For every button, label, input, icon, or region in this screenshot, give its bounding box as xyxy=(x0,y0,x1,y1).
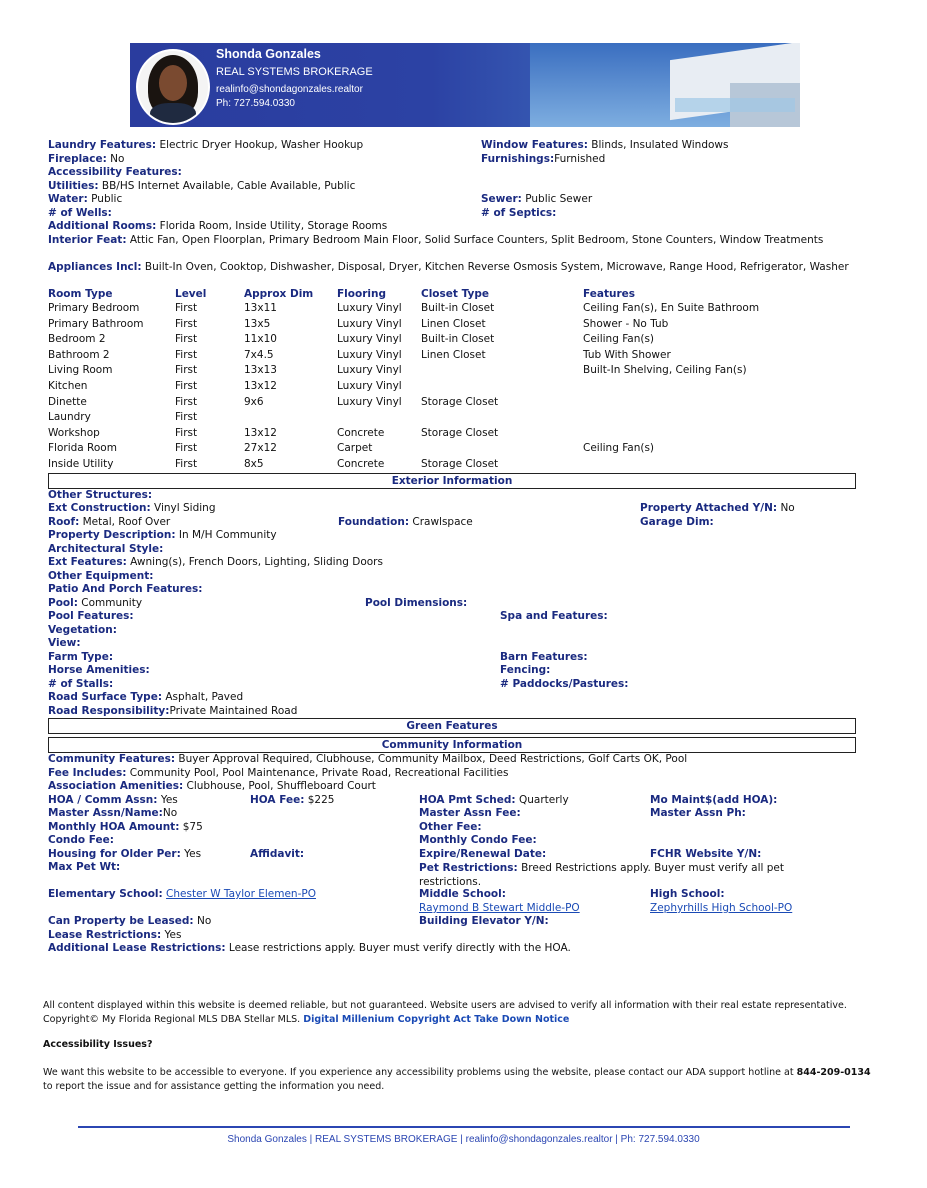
room-cell: First xyxy=(175,426,198,439)
septics: # of Septics: xyxy=(481,207,557,219)
middle-school-link[interactable]: Raymond B Stewart Middle-PO xyxy=(419,902,580,914)
hoa-comm-assn: HOA / Comm Assn: Yes xyxy=(48,794,178,806)
housing-older-persons: Housing for Older Per: Yes xyxy=(48,848,202,860)
room-header-flooring: Flooring xyxy=(337,288,386,300)
agent-brokerage: REAL SYSTEMS BROKERAGE xyxy=(216,66,373,78)
room-cell: 13x12 xyxy=(244,426,277,439)
room-cell: First xyxy=(175,458,198,470)
other-fee: Other Fee: xyxy=(419,821,482,833)
furnishings: Furnishings:Furnished xyxy=(481,153,606,165)
room-cell: Shower - No Tub xyxy=(583,317,669,330)
room-cell: 27x12 xyxy=(244,442,277,455)
accessibility-title: Accessibility Issues? xyxy=(43,1039,153,1050)
room-cell: Storage Closet xyxy=(421,458,499,470)
room-cell: First xyxy=(175,333,198,346)
agent-email: realinfo@shondagonzales.realtor xyxy=(216,84,363,95)
room-cell: Concrete xyxy=(337,426,385,439)
room-header-level: Level xyxy=(175,288,207,300)
room-cell: 9x6 xyxy=(244,395,264,408)
room-cell: First xyxy=(175,411,198,424)
room-cell: First xyxy=(175,302,198,314)
room-cell: 7x4.5 xyxy=(244,348,274,361)
expire-renewal-date: Expire/Renewal Date: xyxy=(419,848,547,860)
agent-name: Shonda Gonzales xyxy=(216,47,321,61)
fee-includes: Fee Includes: Community Pool, Pool Maintenance, Private Road, Recreational Facilities xyxy=(48,767,509,779)
additional-lease-restrictions: Additional Lease Restrictions: Lease restrictions apply. Buyer must verify directly with the HOA. xyxy=(48,942,571,954)
disclaimer: All content displayed within this website is deemed reliable, but not guaranteed. Website users are advised to verify all information with their real estate representative. Copyright© My Florida Regional MLS DBA Stellar MLS. Digital Millenium Copyright Act Take Down Notice xyxy=(43,1000,847,1025)
agent-banner xyxy=(130,43,800,127)
elementary-school: Elementary School: Chester W Taylor Elemen-PO xyxy=(48,888,316,900)
high-school-link[interactable]: Zephyrhills High School-PO xyxy=(650,902,793,914)
community-section-title: Community Information xyxy=(48,737,856,753)
monthly-hoa-amount: Monthly HOA Amount: $75 xyxy=(48,821,203,833)
room-cell: First xyxy=(175,380,198,392)
monthly-condo-fee: Monthly Condo Fee: xyxy=(419,834,537,846)
room-cell: Workshop xyxy=(48,426,100,439)
room-cell: Ceiling Fan(s) xyxy=(583,442,655,455)
wells: # of Wells: xyxy=(48,207,112,219)
hoa-fee: HOA Fee: $225 xyxy=(250,794,335,806)
room-cell: 13x11 xyxy=(244,302,277,314)
hoa-pmt-sched: HOA Pmt Sched: Quarterly xyxy=(419,794,569,806)
room-cell: First xyxy=(175,317,198,330)
property-attached: Property Attached Y/N: No xyxy=(640,502,795,514)
additional-rooms: Additional Rooms: Florida Room, Inside Utility, Storage Rooms xyxy=(48,220,388,232)
pool-dimensions: Pool Dimensions: xyxy=(365,597,468,609)
room-cell: 13x12 xyxy=(244,380,277,392)
agent-avatar xyxy=(136,49,210,125)
room-cell: Linen Closet xyxy=(421,317,486,330)
master-assn-name: Master Assn/Name:No xyxy=(48,807,178,819)
accessibility-features: Accessibility Features: xyxy=(48,166,182,178)
room-cell: First xyxy=(175,395,198,408)
footer-text: Shonda Gonzales | REAL SYSTEMS BROKERAGE | realinfo@shondagonzales.realtor | Ph: 727.594.0330 xyxy=(227,1134,700,1145)
room-header-closet: Closet Type xyxy=(421,288,489,300)
paddocks: # Paddocks/Pastures: xyxy=(500,678,629,690)
footer-divider xyxy=(78,1126,850,1128)
room-cell: Linen Closet xyxy=(421,348,486,361)
room-header-features: Features xyxy=(583,288,635,300)
patio-porch: Patio And Porch Features: xyxy=(48,583,203,595)
foundation: Foundation: Crawlspace xyxy=(338,516,473,528)
can-be-leased: Can Property be Leased: No xyxy=(48,915,212,927)
room-cell: Luxury Vinyl xyxy=(337,302,402,314)
room-cell: 13x13 xyxy=(244,364,277,377)
room-cell: 11x10 xyxy=(244,333,277,346)
water: Water: Public xyxy=(48,193,123,205)
room-cell: First xyxy=(175,348,198,361)
farm-type: Farm Type: xyxy=(48,651,114,663)
appliances: Appliances Incl: Built-In Oven, Cooktop, Dishwasher, Disposal, Dryer, Kitchen Reverse Osmosis System, Microwave, Range Hood, Refrigerator, Washer xyxy=(48,261,849,273)
property-description: Property Description: In M/H Community xyxy=(48,529,277,541)
room-cell: Luxury Vinyl xyxy=(337,380,402,392)
room-cell: Kitchen xyxy=(48,380,88,392)
room-cell: First xyxy=(175,364,198,377)
fireplace: Fireplace: No xyxy=(48,153,125,165)
room-header-dim: Approx Dim xyxy=(244,288,314,300)
affidavit: Affidavit: xyxy=(250,848,305,860)
master-assn-fee: Master Assn Fee: xyxy=(419,807,521,819)
room-cell: First xyxy=(175,442,198,455)
spa-features: Spa and Features: xyxy=(500,610,608,622)
horse-amenities: Horse Amenities: xyxy=(48,664,150,676)
room-cell: Luxury Vinyl xyxy=(337,364,402,377)
condo-fee: Condo Fee: xyxy=(48,834,114,846)
agent-phone: Ph: 727.594.0330 xyxy=(216,98,295,109)
middle-school-label: Middle School: xyxy=(419,888,506,900)
max-pet-wt: Max Pet Wt: xyxy=(48,861,121,873)
room-cell: Tub With Shower xyxy=(583,348,671,361)
ext-construction: Ext Construction: Vinyl Siding xyxy=(48,502,216,514)
other-equipment: Other Equipment: xyxy=(48,570,154,582)
barn-features: Barn Features: xyxy=(500,651,588,663)
room-cell: Luxury Vinyl xyxy=(337,395,402,408)
room-cell: Ceiling Fan(s), En Suite Bathroom xyxy=(583,302,760,314)
road-responsibility: Road Responsibility:Private Maintained Road xyxy=(48,705,298,717)
window-features: Window Features: Blinds, Insulated Windows xyxy=(481,139,729,151)
room-cell: Living Room xyxy=(48,364,113,377)
high-school xyxy=(650,902,792,914)
fencing: Fencing: xyxy=(500,664,551,676)
room-cell: 8x5 xyxy=(244,458,264,470)
laundry-features: Laundry Features: Electric Dryer Hookup, Washer Hookup xyxy=(48,139,364,151)
banner-glass-railing xyxy=(675,98,795,112)
room-cell: Bathroom 2 xyxy=(48,348,110,361)
pool: Pool: Community xyxy=(48,597,143,609)
master-assn-ph: Master Assn Ph: xyxy=(650,807,746,819)
stalls: # of Stalls: xyxy=(48,678,114,690)
room-cell: Inside Utility xyxy=(48,458,114,470)
room-cell: Primary Bedroom xyxy=(48,302,140,314)
vegetation: Vegetation: xyxy=(48,624,117,636)
exterior-section-title: Exterior Information xyxy=(48,473,856,489)
room-cell: Ceiling Fan(s) xyxy=(583,333,655,346)
room-header-type: Room Type xyxy=(48,288,113,300)
mo-maint: Mo Maint$(add HOA): xyxy=(650,794,778,806)
utilities: Utilities: BB/HS Internet Available, Cable Available, Public xyxy=(48,180,356,192)
room-cell: 13x5 xyxy=(244,317,271,330)
roof: Roof: Metal, Roof Over xyxy=(48,516,171,528)
community-features: Community Features: Buyer Approval Required, Clubhouse, Community Mailbox, Deed Restrictions, Golf Carts OK, Pool xyxy=(48,753,688,765)
room-cell: Bedroom 2 xyxy=(48,333,106,346)
room-cell: Luxury Vinyl xyxy=(337,348,402,361)
room-cell: Luxury Vinyl xyxy=(337,317,402,330)
architectural-style: Architectural Style: xyxy=(48,543,164,555)
garage-dim: Garage Dim: xyxy=(640,516,714,528)
elementary-school-link[interactable]: Chester W Taylor Elemen-PO xyxy=(166,888,316,900)
ada-hotline: 844-209-0134 xyxy=(796,1067,871,1078)
room-cell: Built-in Closet xyxy=(421,333,495,346)
room-cell: Primary Bathroom xyxy=(48,317,144,330)
room-cell: Carpet xyxy=(337,442,373,455)
dmca-link[interactable]: Digital Millenium Copyright Act Take Down Notice xyxy=(303,1014,570,1025)
room-cell: Dinette xyxy=(48,395,87,408)
room-cell: Concrete xyxy=(337,458,385,470)
accessibility-text: We want this website to be accessible to everyone. If you experience any accessibility problems using the website, please contact our ADA support hotline at 844-209-0134 to report the issue and for assistance getting the information you need. xyxy=(43,1067,871,1092)
sewer: Sewer: Public Sewer xyxy=(481,193,593,205)
room-cell: Built-in Closet xyxy=(421,302,495,314)
room-cell: Laundry xyxy=(48,411,91,424)
association-amenities: Association Amenities: Clubhouse, Pool, Shuffleboard Court xyxy=(48,780,376,792)
room-cell: Storage Closet xyxy=(421,395,499,408)
building-elevator: Building Elevator Y/N: xyxy=(419,915,549,927)
fchr-website: FCHR Website Y/N: xyxy=(650,848,762,860)
room-cell: Florida Room xyxy=(48,442,117,455)
interior-features: Interior Feat: Attic Fan, Open Floorplan, Primary Bedroom Main Floor, Solid Surface Counters, Split Bedroom, Stone Counters, Window Treatments xyxy=(48,234,824,246)
room-cell: Built-In Shelving, Ceiling Fan(s) xyxy=(583,364,747,377)
lease-restrictions: Lease Restrictions: Yes xyxy=(48,929,182,941)
high-school-label: High School: xyxy=(650,888,725,900)
room-cell: Storage Closet xyxy=(421,426,499,439)
ext-features: Ext Features: Awning(s), French Doors, Lighting, Sliding Doors xyxy=(48,556,383,568)
pet-restrictions: Pet Restrictions: Breed Restrictions apply. Buyer must verify all pet restrictions. xyxy=(419,862,784,888)
pool-features: Pool Features: xyxy=(48,610,134,622)
road-surface: Road Surface Type: Asphalt, Paved xyxy=(48,691,244,703)
view: View: xyxy=(48,637,81,649)
green-section-title: Green Features xyxy=(48,718,856,734)
other-structures: Other Structures: xyxy=(48,489,153,501)
middle-school xyxy=(419,902,580,914)
room-cell: Luxury Vinyl xyxy=(337,333,402,346)
